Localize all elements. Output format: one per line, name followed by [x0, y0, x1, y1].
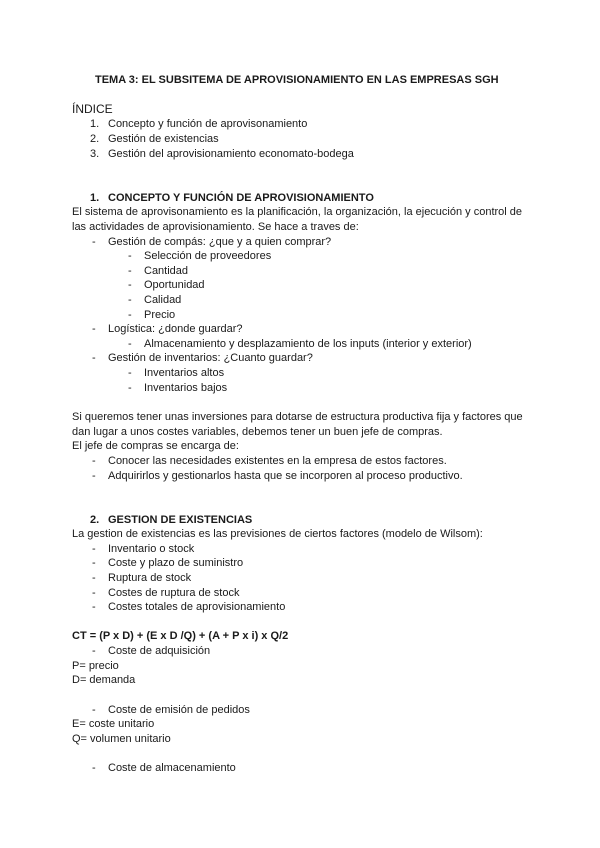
- dash-bullet: -: [92, 455, 96, 467]
- sub-list-item: Precio: [144, 309, 176, 321]
- dash-bullet: -: [92, 645, 96, 657]
- dash-bullet: -: [92, 557, 96, 569]
- document-title: TEMA 3: EL SUBSITEMA DE APROVISIONAMIENTO EN LAS EMPRESAS SGH: [95, 74, 499, 86]
- list-item: Coste de almacenamiento: [108, 762, 236, 774]
- dash-bullet: -: [128, 367, 132, 379]
- dash-bullet: -: [92, 236, 96, 248]
- sub-list-item: Cantidad: [144, 265, 189, 277]
- variable-definition: Q= volumen unitario: [72, 733, 171, 745]
- index-item-number: 1.: [90, 118, 100, 130]
- dash-bullet: -: [92, 352, 96, 364]
- section-1-heading: CONCEPTO Y FUNCIÓN DE APROVISIONAMIENTO: [108, 192, 374, 204]
- list-item: Coste y plazo de suministro: [108, 557, 244, 569]
- dash-bullet: -: [128, 250, 132, 262]
- section-2-number: 2.: [90, 514, 100, 526]
- dash-bullet: -: [92, 601, 96, 613]
- paragraph-line: La gestion de existencias es las previsiones de ciertos factores (modelo de Wilsom):: [72, 528, 483, 540]
- list-item: Inventario o stock: [108, 543, 195, 555]
- index-item: Gestión de existencias: [108, 133, 219, 145]
- dash-bullet: -: [92, 323, 96, 335]
- index-item-number: 3.: [90, 148, 100, 160]
- dash-bullet: -: [92, 587, 96, 599]
- list-item: Gestión de compás: ¿que y a quien comprar?: [108, 236, 332, 248]
- paragraph-line: El sistema de aprovisonamiento es la planificación, la organización, la ejecución y control de: [72, 206, 523, 218]
- paragraph-line: Si queremos tener unas inversiones para dotarse de estructura productiva fija y factores que: [72, 411, 523, 423]
- dash-bullet: -: [128, 338, 132, 350]
- index-heading: ÍNDICE: [72, 102, 113, 116]
- variable-definition: E= coste unitario: [72, 718, 155, 730]
- dash-bullet: -: [92, 704, 96, 716]
- list-item: Coste de emisión de pedidos: [108, 704, 250, 716]
- list-item: Gestión de inventarios: ¿Cuanto guardar?: [108, 352, 313, 364]
- dash-bullet: -: [128, 309, 132, 321]
- list-item: Adquirirlos y gestionarlos hasta que se incorporen al proceso productivo.: [108, 470, 463, 482]
- dash-bullet: -: [92, 762, 96, 774]
- list-item: Logística: ¿donde guardar?: [108, 323, 243, 335]
- sub-list-item: Inventarios altos: [144, 367, 225, 379]
- sub-list-item: Oportunidad: [144, 279, 205, 291]
- index-item: Concepto y función de aprovisonamiento: [108, 118, 308, 130]
- list-item: Ruptura de stock: [108, 572, 192, 584]
- dash-bullet: -: [128, 265, 132, 277]
- dash-bullet: -: [128, 382, 132, 394]
- variable-definition: D= demanda: [72, 674, 136, 686]
- dash-bullet: -: [128, 294, 132, 306]
- section-2-heading: GESTION DE EXISTENCIAS: [108, 514, 253, 526]
- paragraph-line: las actividades de aprovisionamiento. Se hace a traves de:: [72, 221, 359, 233]
- dash-bullet: -: [128, 279, 132, 291]
- sub-list-item: Almacenamiento y desplazamiento de los inputs (interior y exterior): [144, 338, 472, 350]
- list-item: Costes totales de aprovisionamiento: [108, 601, 286, 613]
- formula: CT = (P x D) + (E x D /Q) + (A + P x i) x Q/2: [72, 630, 289, 642]
- sub-list-item: Calidad: [144, 294, 182, 306]
- sub-list-item: Selección de proveedores: [144, 250, 272, 262]
- dash-bullet: -: [92, 572, 96, 584]
- paragraph-line: dan lugar a unos costes variables, debemos tener un buen jefe de compras.: [72, 426, 443, 438]
- section-1-number: 1.: [90, 192, 100, 204]
- list-item: Coste de adquisición: [108, 645, 211, 657]
- variable-definition: P= precio: [72, 660, 119, 672]
- dash-bullet: -: [92, 543, 96, 555]
- list-item: Conocer las necesidades existentes en la empresa de estos factores.: [108, 455, 447, 467]
- list-item: Costes de ruptura de stock: [108, 587, 240, 599]
- index-item: Gestión del aprovisionamiento economato-bodega: [108, 148, 354, 160]
- sub-list-item: Inventarios bajos: [144, 382, 228, 394]
- paragraph-line: El jefe de compras se encarga de:: [72, 440, 239, 452]
- dash-bullet: -: [92, 470, 96, 482]
- index-item-number: 2.: [90, 133, 100, 145]
